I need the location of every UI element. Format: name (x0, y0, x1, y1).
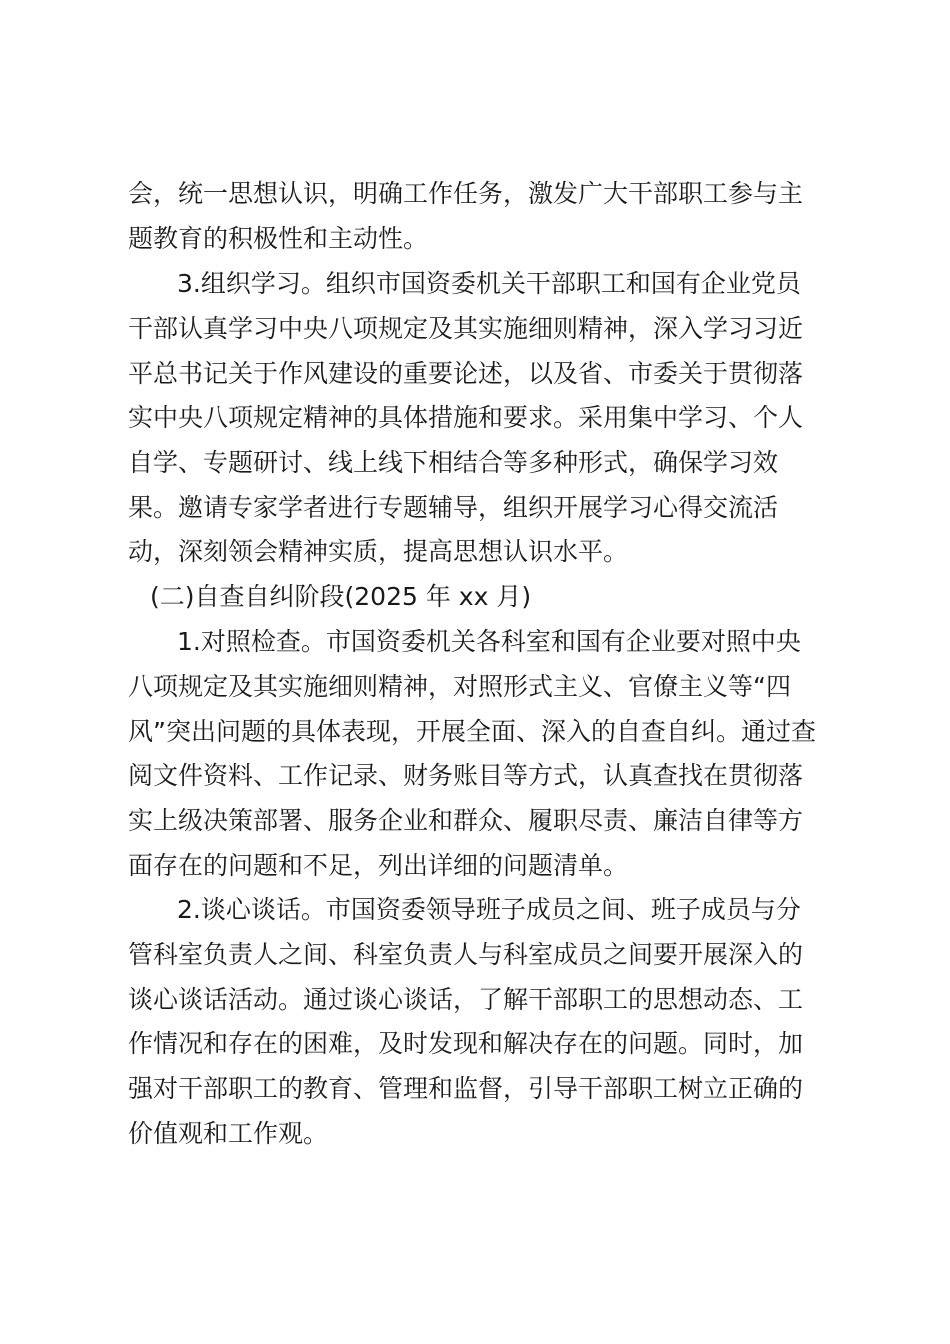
text-line: 平总书记关于作风建设的重要论述，以及省、市委关于贯彻落 (128, 359, 804, 388)
text-line: 面存在的问题和不足，列出详细的问题清单。 (128, 851, 629, 880)
text-line: 价值观和工作观。 (128, 1119, 329, 1148)
section-heading: (二)自查自纠阶段(2025 年 xx 月) (150, 582, 532, 611)
text-line: 自学、专题研讨、线上线下相结合等多种形式，确保学习效 (128, 448, 779, 477)
text-line: 2.谈心谈话。市国资委领导班子成员之间、班子成员与分 (177, 895, 801, 924)
text-line: 风”突出问题的具体表现，开展全面、深入的自查自纠。通过查 (128, 717, 816, 746)
text-line: 1.对照检查。市国资委机关各科室和国有企业要对照中央 (177, 627, 801, 656)
text-line: 实中央八项规定精神的具体措施和要求。采用集中学习、个人 (128, 403, 804, 432)
text-line: 实上级决策部署、服务企业和群众、履职尽责、廉洁自律等方 (128, 806, 804, 835)
text-line: 八项规定及其实施细则精神，对照形式主义、官僚主义等“四 (128, 672, 791, 701)
text-line: 3.组织学习。组织市国资委机关干部职工和国有企业党员 (177, 269, 801, 298)
text-line: 果。邀请专家学者进行专题辅导，组织开展学习心得交流活 (128, 493, 779, 522)
text-line: 作情况和存在的困难，及时发现和解决存在的问题。同时，加 (128, 1029, 804, 1058)
text-line: 会，统一思想认识，明确工作任务，激发广大干部职工参与主 (128, 179, 804, 208)
text-line: 阅文件资料、工作记录、财务账目等方式，认真查找在贯彻落 (128, 761, 804, 790)
text-line: 动，深刻领会精神实质，提高思想认识水平。 (128, 537, 629, 566)
text-line: 干部认真学习中央八项规定及其实施细则精神，深入学习习近 (128, 314, 804, 343)
text-line: 谈心谈话活动。通过谈心谈话，了解干部职工的思想动态、工 (128, 985, 804, 1014)
text-line: 强对干部职工的教育、管理和监督，引导干部职工树立正确的 (128, 1074, 804, 1103)
text-line: 管科室负责人之间、科室负责人与科室成员之间要开展深入的 (128, 940, 804, 969)
text-line: 题教育的积极性和主动性。 (128, 224, 429, 253)
